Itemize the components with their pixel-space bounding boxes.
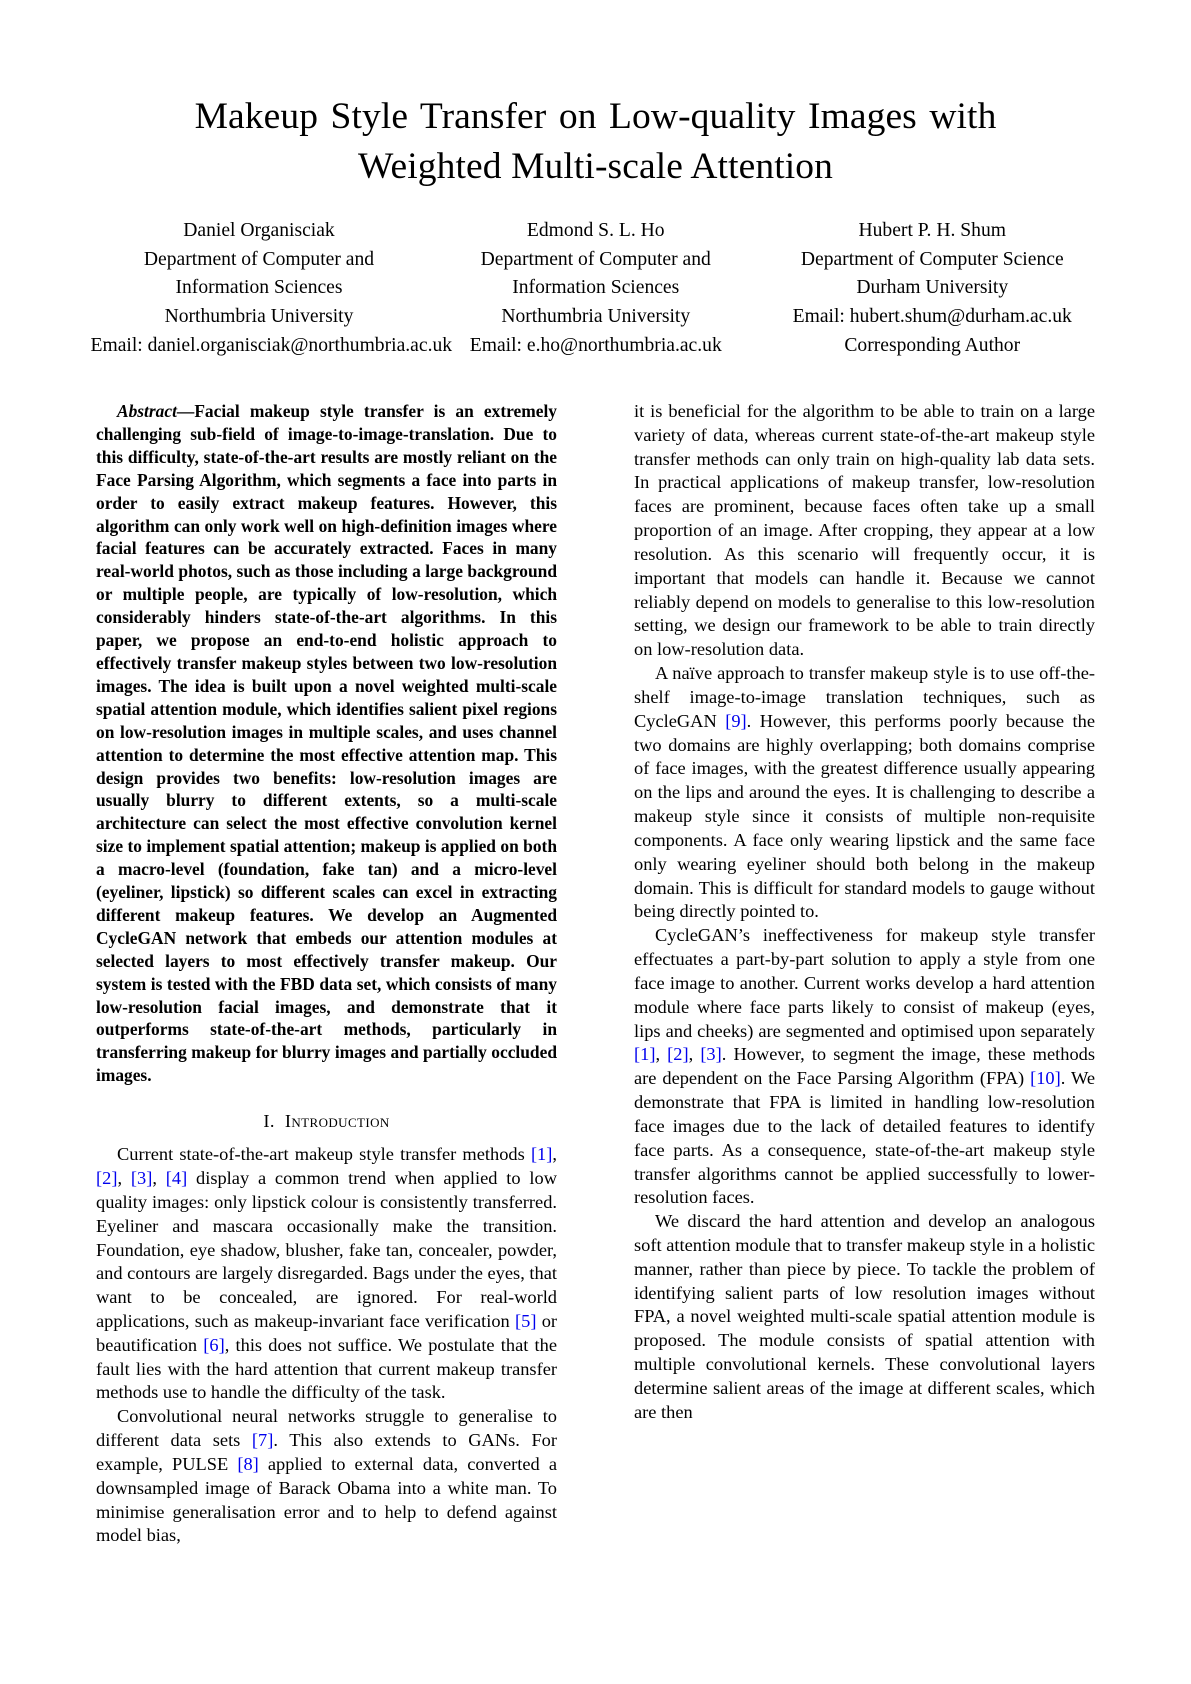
lp1-d: , <box>152 1168 166 1189</box>
citation-6[interactable]: [6] <box>203 1334 225 1355</box>
body-columns <box>96 400 1095 1548</box>
rp3-e: . We demonstrate that FPA is limited in handling low-resolution face images due to the lack of detailed features to identify face parts. As a consequence, state-of-the-art makeup style transfer algorithms cannot be applied successfully to lower-resolution faces. <box>634 1068 1095 1208</box>
rp3-b: , <box>655 1044 668 1065</box>
right-paragraph-3 <box>634 924 1095 1210</box>
citation-8[interactable]: [8] <box>237 1453 259 1474</box>
left-column <box>96 400 557 1548</box>
lp1-b: , <box>552 1144 557 1165</box>
citation-2[interactable]: [2] <box>96 1168 118 1189</box>
citation-1-b[interactable]: [1] <box>634 1044 656 1065</box>
lp1-e: display a common trend when applied to low quality images: only lipstick colour is consistently transferred. Eyeliner and mascara occasionally make the transition. Foundation, eye shadow, blusher, fake tan, concealer, powder, and contours are largely disregarded. Bags under the eyes, that want to be concealed, are ignored. For real-world applications, such as makeup-invariant face verification <box>96 1168 557 1331</box>
rp2-a: A naïve approach to transfer makeup style is to use off-the-shelf image-to-image translation techniques, such as CycleGAN <box>634 663 1095 731</box>
section-heading-introduction <box>96 1111 557 1132</box>
citation-3[interactable]: [3] <box>130 1168 153 1189</box>
left-paragraph-2 <box>96 1405 557 1548</box>
citation-10[interactable]: [10] <box>1030 1068 1061 1089</box>
rp3-c: , <box>688 1044 701 1065</box>
abstract-paragraph <box>96 400 557 1087</box>
author-1-email: Email: daniel.organisciak@northumbria.ac.uk <box>90 334 453 356</box>
citation-9[interactable]: [9] <box>725 710 747 731</box>
author-1-dept-line-1: Department of Computer and <box>143 248 375 270</box>
right-paragraph-2 <box>634 662 1095 924</box>
author-block <box>91 191 1101 361</box>
author-1-dept-line-2: Information Sciences <box>175 277 343 299</box>
right-paragraph-4: We discard the hard attention and develop an analogous soft attention module that to transfer makeup style in a holistic manner, rather than piece by piece. To tackle the problem of identifying salient parts of low resolution images without FPA, a novel weighted multi-scale spatial attention module is proposed. The module consists of spatial attention with multiple convolutional kernels. These convolutional layers determine salient areas of the image at different scales, which are then <box>634 1211 1095 1422</box>
lp2-b: . This also extends to GANs. For example, PULSE <box>96 1430 557 1474</box>
title-line-1: Makeup Style Transfer on Low-quality Images with <box>194 96 997 137</box>
citation-7[interactable]: [7] <box>251 1430 274 1451</box>
abstract-text: Facial makeup style transfer is an extremely challenging sub-field of image-to-image-translation. Due to this difficulty, state-of-the-art results are mostly reliant on the Face Parsing Algorithm, which segments a face into parts in order to easily extract makeup features. However, this algorithm can only work well on high-definition images where facial features can be accurately extracted. Faces in many real-world photos, such as those including a large background or multiple people, are typically of low-resolution, which considerably hinders state-of-the-art algorithms. In this paper, we propose an end-to-end holistic approach to effectively transfer makeup styles between two low-resolution images. The idea is built upon a novel weighted multi-scale spatial attention module, which identifies salient pixel regions on low-resolution images in multiple scales, and uses channel attention to determine the most effective attention map. This design provides two benefits: low-resolution images are usually blurry to different extents, so a multi-scale architecture can select the most effective convolution kernel size to implement spatial attention; makeup is applied on both a macro-level (foundation, fake tan) and a micro-level (eyeliner, lipstick) so different scales can excel in extracting different makeup features. We develop an Augmented CycleGAN network that embeds our attention modules at selected layers to most effectively transfer makeup. Our system is tested with the FBD data set, which consists of many low-resolution facial images, and demonstrate that it outperforms state-of-the-art methods, particularly in transferring makeup for blurry images and partially occluded images. <box>96 401 557 1086</box>
abstract-dash: — <box>176 401 195 421</box>
citation-3-b[interactable]: [3] <box>700 1044 722 1065</box>
citation-2-b[interactable]: [2] <box>667 1044 689 1065</box>
author-3-email: Email: hubert.shum@durham.ac.uk <box>792 306 1072 328</box>
author-1-name: Daniel Organisciak <box>183 220 335 241</box>
author-2-email: Email: e.ho@northumbria.ac.uk <box>469 334 722 356</box>
author-3 <box>764 217 1101 361</box>
author-2 <box>428 217 765 361</box>
rp3-d: . However, to segment the image, these methods are dependent on the Face Parsing Algorithm (FPA) <box>634 1044 1095 1089</box>
section-number: I. <box>263 1111 275 1132</box>
author-3-corresponding-note: Corresponding Author <box>844 334 1021 356</box>
author-2-name: Edmond S. L. Ho <box>526 220 665 241</box>
lp1-a: Current state-of-the-art makeup style transfer methods <box>117 1144 531 1165</box>
author-3-name: Hubert P. H. Shum <box>858 220 1006 241</box>
lp1-c: , <box>117 1168 131 1189</box>
lp1-f: or beautification <box>96 1310 558 1355</box>
author-1-institution: Northumbria University <box>164 306 354 328</box>
author-2-dept-line-1: Department of Computer and <box>480 248 711 270</box>
author-3-dept-line-1: Department of Computer Science <box>800 248 1064 270</box>
lp1-g: , this does not suffice. We postulate that the fault lies with the hard attention that current makeup transfer methods use to handle the difficulty of the task. <box>96 1334 557 1403</box>
section-title: Introduction <box>284 1111 390 1132</box>
rp2-b: . However, this performs poorly because the two domains are highly overlapping; both domains comprise of face images, with the greatest difference usually appearing on the lips and around the eyes. It is challenging to describe a makeup style since it consists of multiple non-requisite components. A face only wearing lipstick and the same face only wearing eyeliner should both belong in the makeup domain. This is difficult for standard models to gauge without being directly pointed to. <box>634 710 1095 922</box>
author-3-dept-line-2: Durham University <box>856 277 1009 299</box>
left-paragraph-1 <box>96 1143 557 1405</box>
citation-4[interactable]: [4] <box>165 1168 188 1189</box>
citation-1[interactable]: [1] <box>530 1144 553 1165</box>
citation-5[interactable]: [5] <box>515 1310 537 1331</box>
title-line-2: Weighted Multi-scale Attention <box>358 145 833 187</box>
right-paragraph-1: it is beneficial for the algorithm to be able to train on a large variety of data, whereas current state-of-the-art makeup style transfer methods can only train on high-quality lab data sets. In practical applications of makeup transfer, low-resolution faces are prominent, because faces often take up a small proportion of an image. After cropping, they appear at a low resolution. As this scenario will frequently occur, it is important that models can handle it. Because we cannot reliably depend on models to generalise to this low-resolution setting, we design our framework to be able to train directly on low-resolution data. <box>634 401 1095 660</box>
page-title <box>91 0 1101 191</box>
abstract-label: Abstract <box>117 401 177 421</box>
right-column <box>634 400 1095 1548</box>
author-1 <box>90 217 453 361</box>
lp2-a: Convolutional neural networks struggle to generalise to different data sets <box>96 1406 557 1451</box>
author-2-institution: Northumbria University <box>501 306 691 328</box>
rp3-a: CycleGAN’s ineffectiveness for makeup style transfer effectuates a part-by-part solution to apply a style from one face image to another. Current works develop a hard attention module where face parts likely to consist of makeup (eyes, lips and cheeks) are segmented and optimised upon separately <box>634 925 1095 1041</box>
author-2-dept-line-2: Information Sciences <box>512 277 680 299</box>
lp2-c: applied to external data, converted a downsampled image of Barack Obama into a white man. To minimise generalisation error and to help to defend against model bias, <box>96 1453 557 1546</box>
